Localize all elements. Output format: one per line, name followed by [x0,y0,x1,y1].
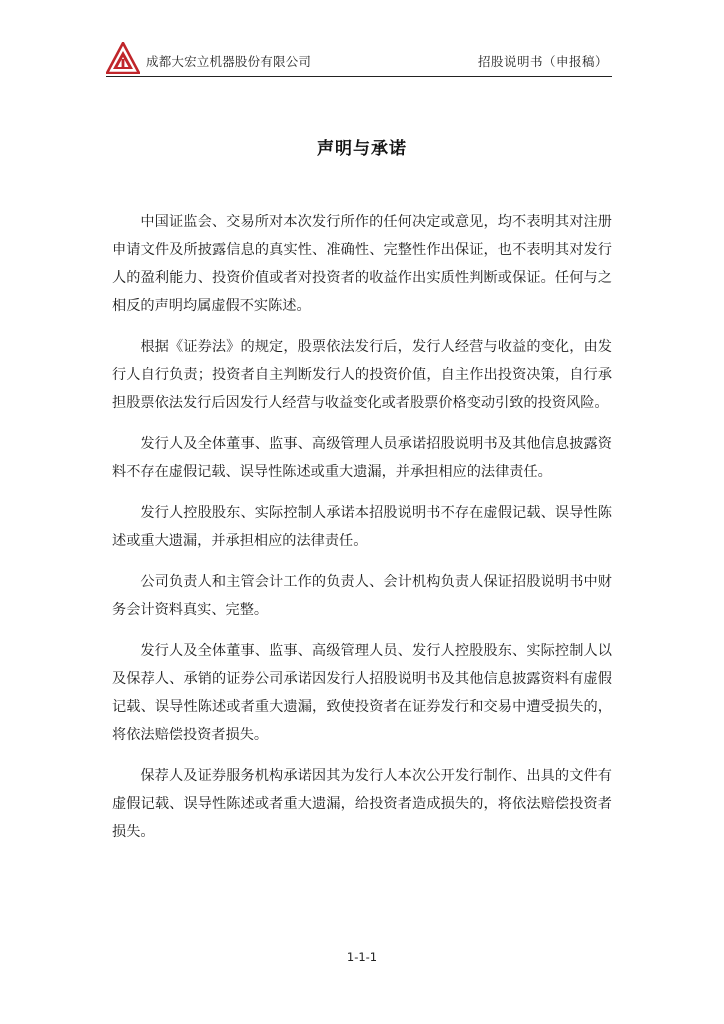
statement-body [112,208,612,859]
company-logo-icon [106,42,140,74]
paragraph: 发行人及全体董事、监事、高级管理人员承诺招股说明书及其他信息披露资料不存在虚假记载、误导性陈述或重大遗漏，并承担相应的法律责任。 [112,436,612,480]
page-number: 1-1-1 [346,950,378,964]
page-title: 声明与承诺 [317,139,407,159]
paragraph: 中国证监会、交易所对本次发行所作的任何决定或意见，均不表明其对注册申请文件及所披露信息的真实性、准确性、完整性作出保证，也不表明其对发行人的盈利能力、投资价值或者对投资者的收益作出实质性判断或保证。任何与之相反的声明均属虚假不实陈述。 [112,214,612,314]
paragraph: 保荐人及证券服务机构承诺因其为发行人本次公开发行制作、出具的文件有虚假记载、误导性陈述或者重大遗漏，给投资者造成损失的，将依法赔偿投资者损失。 [112,768,612,840]
paragraph: 发行人控股股东、实际控制人承诺本招股说明书不存在虚假记载、误导性陈述或重大遗漏，并承担相应的法律责任。 [112,505,612,549]
paragraph: 根据《证券法》的规定，股票依法发行后，发行人经营与收益的变化，由发行人自行负责；投资者自主判断发行人的投资价值，自主作出投资决策，自行承担股票依法发行后因发行人经营与收益变化或者股票价格变动引致的投资风险。 [112,339,612,411]
page-header [106,40,612,77]
document-type: 招股说明书（申报稿） [477,54,608,69]
paragraph: 公司负责人和主管会计工作的负责人、会计机构负责人保证招股说明书中财务会计资料真实、完整。 [112,574,612,618]
company-name: 成都大宏立机器股份有限公司 [146,54,312,69]
paragraph: 发行人及全体董事、监事、高级管理人员、发行人控股股东、实际控制人以及保荐人、承销的证券公司承诺因发行人招股说明书及其他信息披露资料有虚假记载、误导性陈述或者重大遗漏，致使投资者在证券发行和交易中遭受损失的，将依法赔偿投资者损失。 [112,643,612,743]
